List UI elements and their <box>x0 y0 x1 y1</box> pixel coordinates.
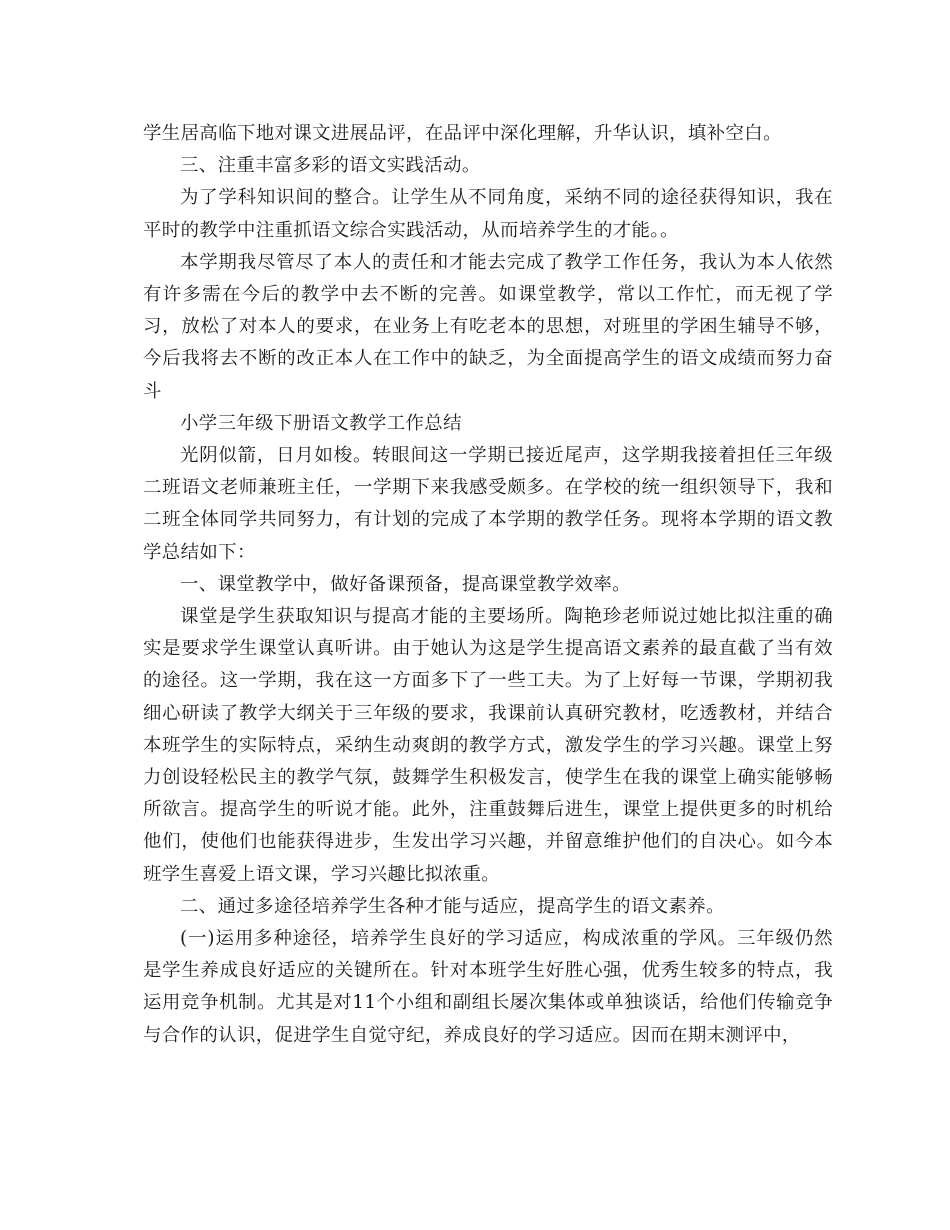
paragraph-9: (一)运用多种途径，培养学生良好的学习适应，构成浓重的学风。三年级仍然是学生养成良好适应的关键所在。针对本班学生好胜心强，优秀生较多的特点，我运用竞争机制。尤其是对11个小组和副组长屡次集体或单独谈话，给他们传输竞争与合作的认识，促进学生自觉守纪，养成良好的学习适应。因而在期末测评中， <box>143 928 833 1046</box>
paragraph-6: 一、课堂教学中，做好备课预备，提高课堂教学效率。 <box>180 573 631 595</box>
section-heading: 小学三年级下册语文教学工作总结 <box>180 412 462 434</box>
paragraph-5: 光阴似箭，日月如梭。转眼间这一学期已接近尾声，这学期我接着担任三年级二班语文老师兼班主任，一学期下来我感受颇多。在学校的统一组织领导下，我和二班全体同学共同努力，有计划的完成了本学期的教学任务。现将本学期的语文教学总结如下： <box>143 445 833 563</box>
paragraph-2: 为了学科知识间的整合。让学生从不同角度，采纳不同的途径获得知识，我在平时的教学中注重抓语文综合实践活动，从而培养学生的才能。。 <box>143 187 833 241</box>
paragraph-8: 二、通过多途径培养学生各种才能与适应，提高学生的语文素养。 <box>180 895 725 917</box>
paragraph-7: 课堂是学生获取知识与提高才能的主要场所。陶艳珍老师说过她比拟注重的确实是要求学生课堂认真听讲。由于她认为这是学生提高语文素养的最直截了当有效的途径。这一学期，我在这一方面多下了一些工夫。为了上好每一节课，学期初我细心研读了教学大纲关于三年级的要求，我课前认真研究教材，吃透教材，并结合本班学生的实际特点，采纳生动爽朗的教学方式，激发学生的学习兴趣。课堂上努力创设轻松民主的教学气氛，鼓舞学生积极发言，使学生在我的课堂上确实能够畅所欲言。提高学生的听说才能。此外，注重鼓舞后进生，课堂上提供更多的时机给他们，使他们也能获得进步，生发出学习兴趣，并留意维护他们的自决心。如今本班学生喜爱上语文课，学习兴趣比拟浓重。 <box>143 606 833 885</box>
paragraph-1: 三、注重丰富多彩的语文实践活动。 <box>180 155 481 177</box>
paragraph-3: 本学期我尽管尽了本人的责任和才能去完成了教学工作任务，我认为本人依然有许多需在今后的教学中去不断的完善。如课堂教学，常以工作忙，而无视了学习，放松了对本人的要求，在业务上有吃老本的思想，对班里的学困生辅导不够，今后我将去不断的改正本人在工作中的缺乏，为全面提高学生的语文成绩而努力奋斗 <box>143 251 833 402</box>
paragraph-0: 学生居高临下地对课文进展品评，在品评中深化理解，升华认识，填补空白。 <box>143 123 782 144</box>
document-body <box>143 118 833 1052</box>
